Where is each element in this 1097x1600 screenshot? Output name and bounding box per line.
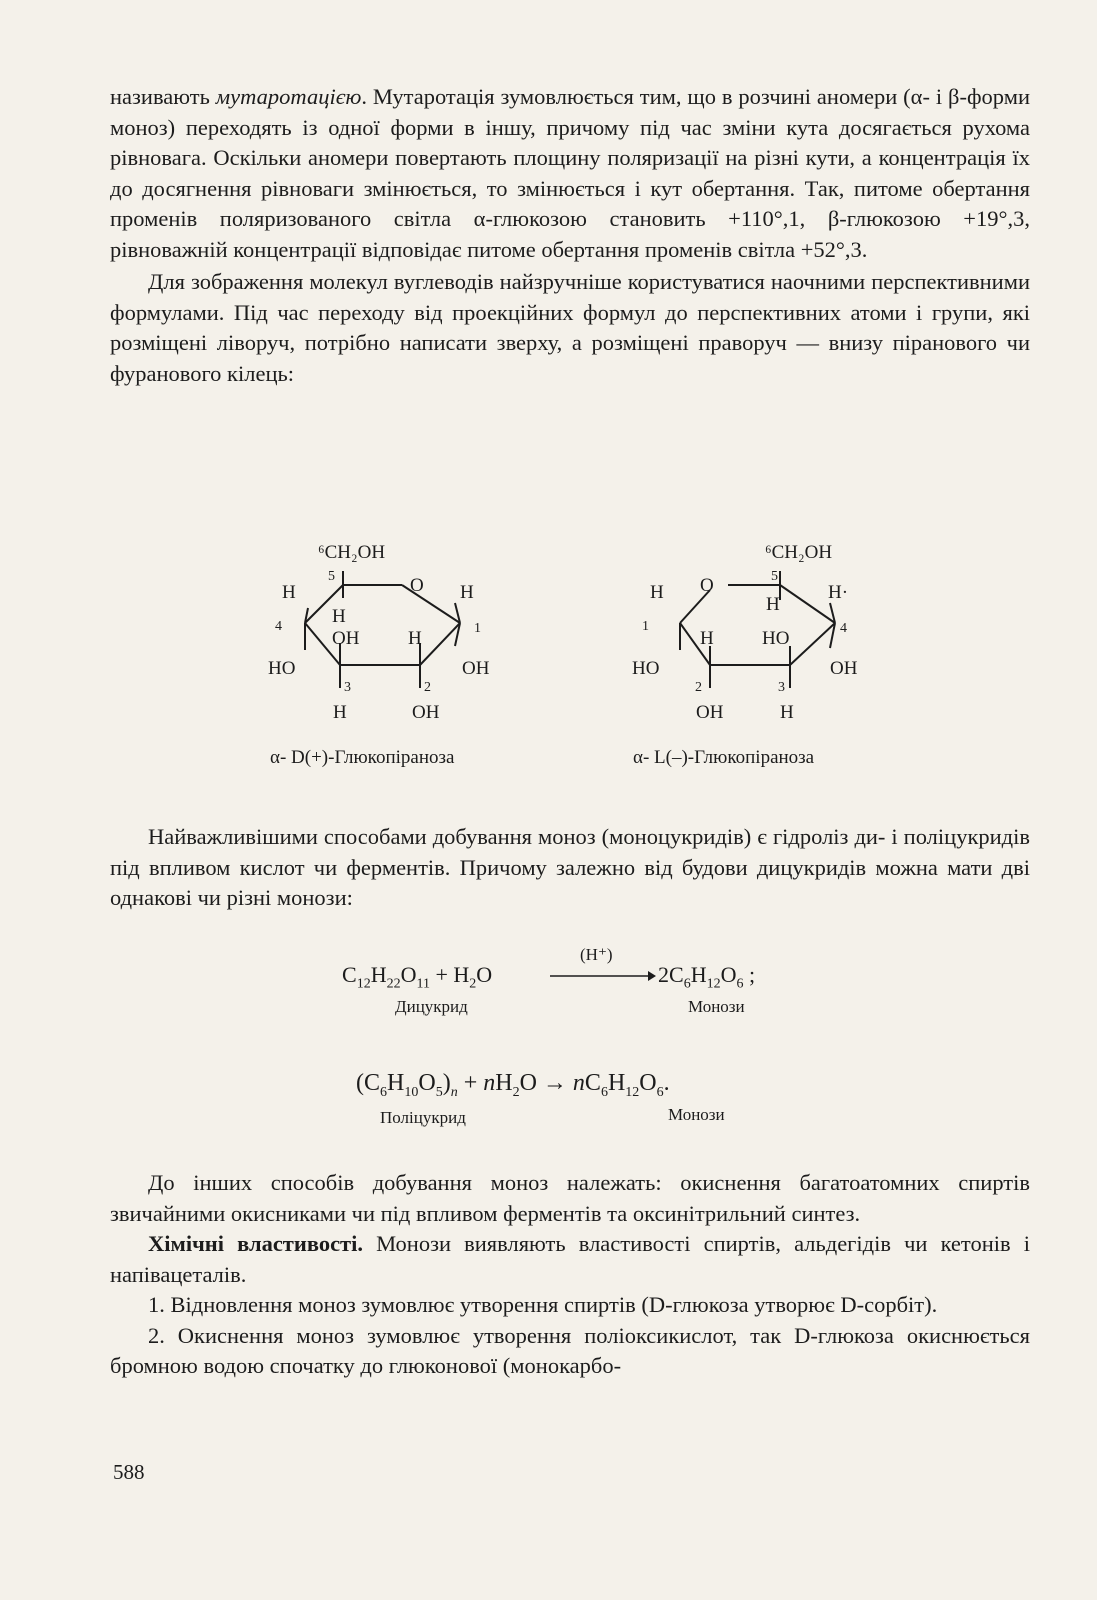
label: H — [408, 628, 422, 649]
paragraph-oxidation: 2. Окиснення моноз зумовлює утворення поліоксикислот, так D-глюкоза окиснюється бромною водою спочатку до глюконової (монокарбо- — [110, 1322, 1030, 1378]
equation-disaccharide-hydrolysis: $C_{12}H_{22}O_{11} + H_2O$ — [342, 962, 493, 992]
label: H — [700, 628, 714, 649]
label: OH — [696, 702, 724, 723]
text-run: . Мутаротація зумовлюється тим, що в розчині аномери (α- і β-форми моноз) переходять із одної форми в іншу, причому під час зміни кута досягається рухома рівновага. Оскільки аномери повертають площину поляризації на різні кути, а концентрація їх до досягнення рівноваги змінюється, то змінюється і кут обертання. Так, питоме обертання променів поляризованого світла α-глюкозою становить +110°,1, β-глюкозою +19°,3, рівноважній концентрації відповідає питоме обертання променів світла +52°,3. — [110, 84, 1030, 262]
page-number: 588 — [113, 1460, 145, 1484]
label: OH — [462, 658, 490, 679]
label: 5 — [328, 569, 335, 584]
label-polysaccharide: Поліцукрид — [380, 1108, 466, 1127]
label: 2 — [695, 680, 702, 695]
label-ch2oh: ⁶CH₂OH — [318, 542, 386, 563]
label: 3 — [778, 680, 785, 695]
heading-chemical-properties: Хімічні властивості. — [148, 1231, 363, 1256]
paragraph-other-methods: До інших способів добування моноз належать: окиснення багатоатомних спиртів звичайними окисниками чи під впливом ферментів та оксинітрильний синтез. — [110, 1170, 1030, 1226]
label: H — [780, 702, 794, 723]
label: 2 — [424, 680, 431, 695]
page-body-2 — [110, 822, 1030, 914]
label-disaccharide: Дицукрид — [395, 997, 468, 1016]
text-run: Монози виявляють властивості спиртів, альдегідів чи кетонів і напівацеталів. — [110, 1231, 1030, 1287]
label: H — [333, 702, 347, 723]
label: HO — [632, 658, 660, 679]
label: O — [700, 575, 714, 596]
paragraph-mutarotation — [110, 82, 1030, 265]
paragraph-reduction: 1. Відновлення моноз зумовлює утворення спиртів (D-глюкоза утворює D-сорбіт). — [148, 1292, 938, 1317]
label: OH — [830, 658, 858, 679]
label: H — [766, 594, 780, 615]
catalyst-label: (H⁺) — [580, 945, 613, 964]
label: H — [650, 582, 664, 603]
label: O — [410, 575, 424, 596]
label-ch2oh: ⁶CH₂OH — [765, 542, 833, 563]
caption-alpha-d: α- D(+)-Глюкопіраноза — [270, 747, 455, 768]
label: HO — [268, 658, 296, 679]
label: OH — [412, 702, 440, 723]
alpha-d-glucopyranose — [305, 571, 460, 688]
text-run: називають — [110, 84, 216, 109]
label: HO — [762, 628, 790, 649]
paragraph-chemical-properties — [110, 1229, 1030, 1290]
term-mutarotation: мутаротацією — [215, 84, 362, 109]
equation-products: $2C_6H_{12}O_6$ ; — [658, 962, 756, 992]
label-monoses: Монози — [668, 1105, 725, 1124]
label: 4 — [275, 619, 282, 634]
page-body-3 — [110, 1168, 1030, 1382]
label: 5 — [771, 569, 778, 584]
label: H — [460, 582, 474, 603]
label: OH — [332, 628, 360, 649]
label-monoses: Монози — [688, 997, 745, 1016]
label: 3 — [344, 680, 351, 695]
label: H· — [828, 582, 849, 603]
label: H — [332, 606, 346, 627]
paragraph-preparation: Найважливішими способами добування моноз (моноцукридів) є гідроліз ди- і поліцукридів під впливом кислот чи ферментів. Причому залежно від будови дицукридів можна мати дві однакові чи різні монози: — [110, 824, 1030, 910]
label: 4 — [840, 621, 847, 636]
page-body — [110, 82, 1030, 389]
paragraph-perspective-formulas: Для зображення молекул вуглеводів найзручніше користуватися наочними перспективними формулами. Під час переходу від проекційних формул до перспективних атоми і групи, які розміщені ліворуч, потрібно написати зверху, а розміщені праворуч — внизу піранового чи фуранового кілець: — [110, 269, 1030, 386]
equation-polysaccharide-hydrolysis: $(C_6H_{10}O_5)_n + nH_2O \to nC_6H_{12}O_6$. — [356, 1070, 670, 1100]
label: 1 — [642, 619, 649, 634]
label: H — [282, 582, 296, 603]
label: 1 — [474, 621, 481, 636]
caption-alpha-l: α- L(–)-Глюкопіраноза — [633, 747, 815, 768]
